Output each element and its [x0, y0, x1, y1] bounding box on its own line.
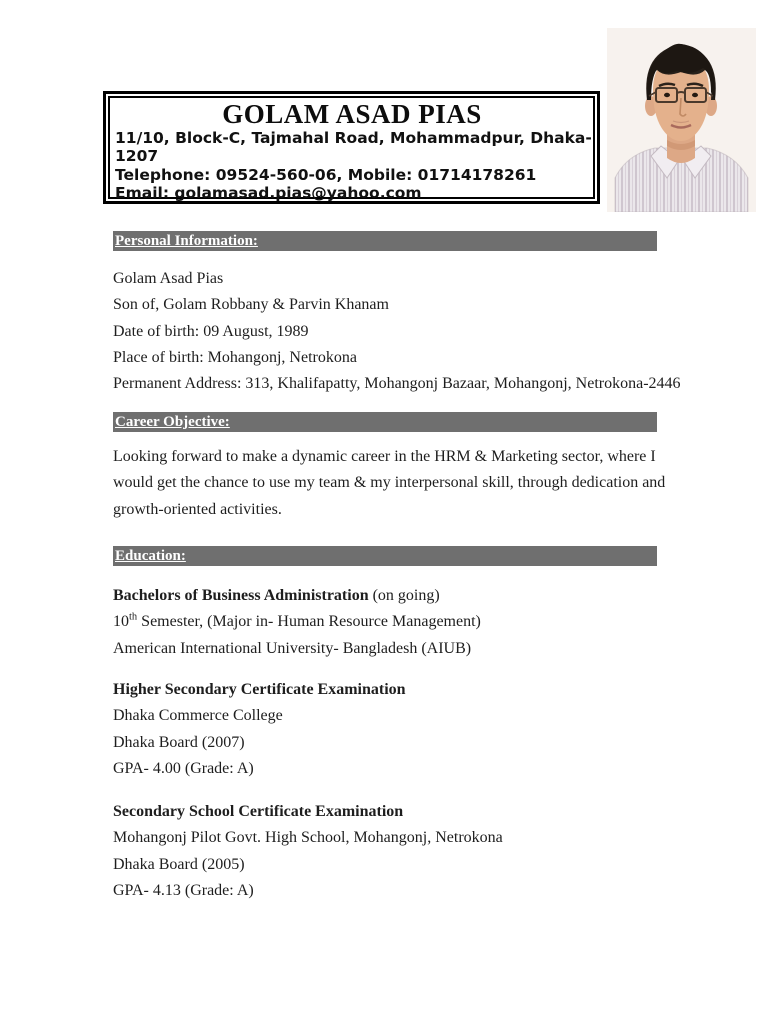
- section-header-career-objective: [113, 412, 657, 432]
- personal-pob-line: Place of birth: Mohangonj, Netrokona: [113, 348, 357, 366]
- section-title-career-objective: Career Objective:: [115, 414, 230, 430]
- section-title-education: Education:: [115, 548, 186, 564]
- portrait-photo: [607, 28, 756, 212]
- ssc-degree-line: Secondary School Certificate Examination: [113, 803, 404, 820]
- section-title-personal-information: Personal Information:: [115, 233, 258, 249]
- bba-degree-title: Bachelors of Business Administration: [113, 587, 369, 604]
- ssc-institution-line: Mohangonj Pilot Govt. High School, Mohangonj, Netrokona: [113, 829, 503, 847]
- address-line-2: 1207: [115, 147, 159, 166]
- contact-header-inner: [108, 96, 595, 203]
- career-objective-block: [113, 444, 665, 523]
- personal-name-line: Golam Asad Pias: [113, 270, 224, 287]
- objective-line-1: Looking forward to make a dynamic career in the HRM & Marketing sector, where I: [113, 448, 656, 465]
- education-entry-hsc: [113, 677, 406, 782]
- personal-address-line: Permanent Address: 313, Khalifapatty, Mohangonj Bazaar, Mohangonj, Netrokona-2446: [113, 375, 681, 393]
- education-entry-ssc: [113, 799, 503, 904]
- bba-semester-number: 10: [113, 613, 129, 631]
- hsc-gpa-line: GPA- 4.00 (Grade: A): [113, 759, 254, 777]
- address-line-1: 11/10, Block-C, Tajmahal Road, Mohammadpur, Dhaka-: [115, 129, 592, 147]
- objective-line-2: would get the chance to use my team & my interpersonal skill, through dedication and: [113, 474, 666, 492]
- hsc-institution-line: Dhaka Commerce College: [113, 707, 283, 725]
- contact-header-box: [103, 91, 600, 204]
- bba-semester-rest: Semester, (Major in- Human Resource Management): [137, 613, 481, 631]
- ssc-board-line: Dhaka Board (2005): [113, 855, 245, 873]
- bba-degree-line: [113, 583, 481, 609]
- bba-semester-line: [113, 609, 481, 635]
- portrait-photo-image: [607, 28, 756, 212]
- personal-dob-line: Date of birth: 09 August, 1989: [113, 322, 309, 340]
- objective-line-3: growth-oriented activities.: [113, 500, 282, 518]
- telephone-line: Telephone: 09524-560-06, Mobile: 01714178261: [115, 165, 537, 184]
- candidate-name: GOLAM ASAD PIAS: [222, 99, 482, 129]
- bba-semester-ordinal: th: [129, 611, 138, 623]
- ssc-gpa-line: GPA- 4.13 (Grade: A): [113, 881, 254, 899]
- bba-degree-status: (on going): [368, 587, 440, 604]
- hsc-board-line: Dhaka Board (2007): [113, 733, 245, 751]
- personal-information-block: [113, 266, 681, 397]
- bba-institution-line: American International University- Bangladesh (AIUB): [113, 639, 472, 657]
- email-line: Email: golamasad.pias@yahoo.com: [115, 184, 422, 203]
- education-entry-bba: [113, 583, 481, 662]
- section-header-education: [113, 546, 657, 566]
- personal-parents-line: Son of, Golam Robbany & Parvin Khanam: [113, 296, 389, 314]
- section-header-personal-information: [113, 231, 657, 251]
- hsc-degree-line: Higher Secondary Certificate Examination: [113, 681, 406, 698]
